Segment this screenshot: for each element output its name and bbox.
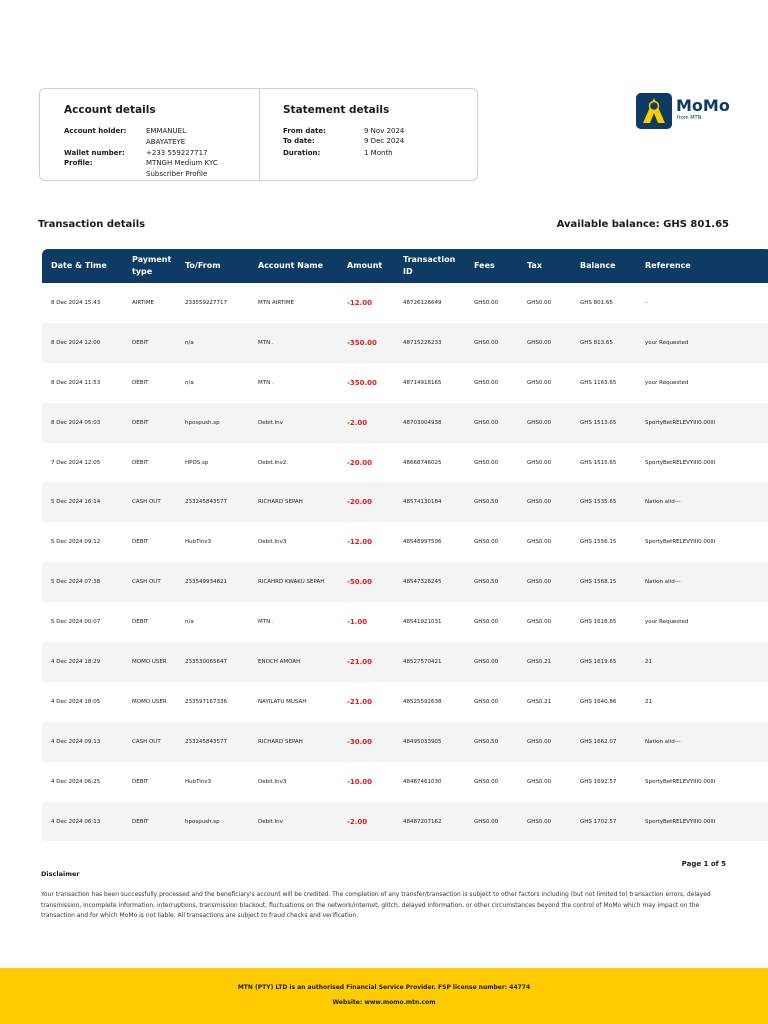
cell-transaction-id: 48541921031 [403, 619, 442, 626]
table-row [42, 642, 768, 682]
table-row [42, 602, 768, 642]
cell-transaction-id: 48668746025 [403, 459, 442, 466]
cell-balance: GHS 813.65 [571, 323, 636, 363]
cell-to-from: 233245843577 [176, 722, 249, 762]
cell-balance: GHS 1515.65 [580, 459, 617, 466]
cell-account-name: RICHARD SEPAH [249, 482, 338, 522]
cell-reference: SportyBetRELEVYIII0.00III [645, 778, 716, 785]
cell-balance: GHS 1662.07 [571, 722, 636, 762]
cell-balance: GHS 1535.65 [571, 482, 636, 522]
cell-date-time: 8 Dec 2024 12:00 [42, 323, 123, 363]
cell-amount: -50.00 [338, 562, 394, 602]
cell-reference: SportyBetRELEVYIII0.00III [645, 459, 716, 466]
cell-tax: GHS0.00 [518, 482, 571, 522]
cell-payment-type: DEBIT [132, 539, 149, 546]
header-transaction-id: Transaction ID [394, 249, 465, 283]
cell-reference: 21 [645, 698, 652, 705]
momo-logo-icon [636, 93, 672, 129]
table-row [42, 323, 768, 363]
cell-to-from: n/a [176, 323, 249, 363]
cell-reference: 21 [636, 642, 768, 682]
profile-value: MTNGH Medium KYC Subscriber Profile [146, 159, 218, 178]
footer-bar [0, 968, 768, 1024]
footer-website: Website: www.momo.mtn.com [332, 999, 436, 1006]
cell-payment-type: CASH OUT [123, 562, 176, 602]
statement-details-title: Statement details [283, 104, 390, 116]
cell-transaction-id: 48703004938 [394, 403, 465, 443]
header-tax: Tax [518, 249, 571, 283]
header-account-name: Account Name [249, 249, 338, 283]
cell-fees: GHS0.00 [474, 299, 499, 306]
cell-balance: GHS 1640.86 [580, 698, 617, 705]
table-row [42, 403, 768, 443]
cell-tax: GHS0.00 [527, 379, 552, 386]
cell-reference: - [645, 299, 647, 306]
cell-payment-type: DEBIT [123, 802, 176, 842]
cell-account-name: MTN AIRTIME [258, 299, 294, 306]
cell-account-name: Debit.Inv3 [258, 778, 287, 785]
table-row [42, 363, 768, 403]
transactions-table [42, 249, 768, 841]
table-row [42, 722, 768, 762]
cell-date-time: 4 Dec 2024 06:25 [51, 778, 101, 785]
cell-to-from: HubTinv3 [185, 539, 212, 546]
cell-amount: -21.00 [347, 697, 373, 706]
cell-to-from: hpospush.sp [176, 802, 249, 842]
cell-date-time: 5 Dec 2024 09:12 [51, 539, 101, 546]
cell-amount: -1.00 [347, 618, 368, 627]
table-row [42, 682, 768, 722]
cell-amount: -10.00 [347, 777, 373, 786]
cell-account-name: RICHARD SEPAH [249, 722, 338, 762]
cell-transaction-id: 48527570421 [394, 642, 465, 682]
cell-transaction-id: 48525592638 [403, 698, 442, 705]
cell-balance: GHS 1163.65 [580, 379, 617, 386]
cell-fees: GHS0.50 [465, 482, 518, 522]
cell-payment-type: MOMO USER [123, 642, 176, 682]
cell-date-time: 4 Dec 2024 09:13 [42, 722, 123, 762]
cell-balance: GHS 1556.15 [580, 539, 617, 546]
duration-value: 1 Month [364, 149, 393, 157]
cell-date-time: 4 Dec 2024 18:29 [42, 642, 123, 682]
profile-label: Profile: [64, 159, 93, 167]
table-header-row [42, 249, 768, 283]
table-row [42, 522, 768, 562]
cell-account-name: MTN . [258, 619, 274, 626]
details-box [39, 88, 478, 181]
cell-to-from: 233549934821 [176, 562, 249, 602]
cell-balance: GHS 1513.65 [571, 403, 636, 443]
cell-balance: GHS 801.65 [580, 299, 613, 306]
cell-transaction-id: 48714918165 [403, 379, 442, 386]
cell-account-name: MTN . [258, 379, 274, 386]
cell-transaction-id: 48487207162 [394, 802, 465, 842]
cell-tax: GHS0.00 [518, 323, 571, 363]
details-divider [259, 89, 260, 180]
to-date-value: 9 Dec 2024 [364, 137, 405, 145]
cell-to-from: n/a [185, 379, 194, 386]
cell-date-time: 7 Dec 2024 12:05 [51, 459, 101, 466]
cell-amount: -21.00 [338, 642, 394, 682]
cell-fees: GHS0.00 [474, 698, 499, 705]
cell-fees: GHS0.00 [474, 459, 499, 466]
cell-to-from: HPOS.sp [185, 459, 209, 466]
cell-account-name: Debit.Inv [249, 403, 338, 443]
cell-reference: SportyBetRELEVYIII0.00III [636, 403, 768, 443]
cell-to-from: 233559227717 [185, 299, 227, 306]
wallet-number-value: +233 559227717 [146, 149, 208, 157]
cell-amount: -20.00 [338, 482, 394, 522]
header-payment-type: Payment type [123, 249, 176, 283]
cell-fees: GHS0.50 [465, 562, 518, 602]
cell-date-time: 8 Dec 2024 11:53 [51, 379, 101, 386]
cell-fees: GHS0.00 [474, 778, 499, 785]
cell-payment-type: CASH OUT [123, 482, 176, 522]
cell-payment-type: DEBIT [132, 619, 149, 626]
cell-fees: GHS0.00 [474, 379, 499, 386]
cell-fees: GHS0.00 [465, 323, 518, 363]
cell-reference: Nation alid--- [636, 562, 768, 602]
table-row [42, 482, 768, 522]
table-row [42, 443, 768, 483]
cell-balance: GHS 1568.15 [571, 562, 636, 602]
cell-date-time: 5 Dec 2024 00:07 [51, 619, 101, 626]
cell-fees: GHS0.50 [465, 722, 518, 762]
from-date-label: From date: [283, 127, 326, 135]
cell-payment-type: DEBIT [123, 323, 176, 363]
cell-fees: GHS0.00 [474, 539, 499, 546]
cell-reference: your Requested [645, 619, 689, 626]
cell-fees: GHS0.00 [465, 802, 518, 842]
cell-transaction-id: 48574130184 [394, 482, 465, 522]
cell-amount: -12.00 [347, 298, 373, 307]
cell-amount: -350.00 [347, 378, 377, 387]
header-reference: Reference [636, 249, 768, 283]
cell-to-from: 233597167336 [185, 698, 227, 705]
table-row [42, 562, 768, 602]
cell-to-from: hpospush.sp [176, 403, 249, 443]
table-row [42, 802, 768, 842]
cell-balance: GHS 1702.57 [571, 802, 636, 842]
brand-name: MoMo [676, 96, 730, 115]
cell-account-name: Debit.Inv2. [258, 459, 289, 466]
table-row [42, 283, 768, 323]
cell-account-name: MTN . [249, 323, 338, 363]
cell-to-from: HubTinv3 [185, 778, 212, 785]
cell-tax: GHS0.21 [518, 642, 571, 682]
cell-fees: GHS0.00 [465, 403, 518, 443]
cell-tax: GHS0.21 [527, 698, 552, 705]
cell-tax: GHS0.00 [518, 403, 571, 443]
cell-amount: -2.00 [338, 403, 394, 443]
cell-fees: GHS0.00 [474, 619, 499, 626]
cell-payment-type: MOMO USER [132, 698, 167, 705]
cell-transaction-id: 48726126649 [403, 299, 442, 306]
disclaimer-text: Your transaction has been successfully processed and the beneficiary's account will be credited. The completion of any transfer/transaction is subject to other factors including (but not limited to) transaction errors, delayed transmission, incomplete information, interruptions, transmission blackout, fluctuations on the network/internet, glitch, delayed information, or other circumstances beyond the control of MoMo which may impact on the transaction and for which MoMo is not liable. All transactions are subject to fraud checks and verification. [41, 891, 711, 919]
header-fees: Fees [465, 249, 518, 283]
cell-account-name: ENOCH AMOAH [249, 642, 338, 682]
cell-date-time: 5 Dec 2024 07:38 [42, 562, 123, 602]
cell-reference: your Requested [645, 379, 689, 386]
cell-balance: GHS 1692.57 [580, 778, 617, 785]
account-details-title: Account details [64, 104, 156, 116]
cell-tax: GHS0.00 [527, 299, 552, 306]
cell-amount: -30.00 [338, 722, 394, 762]
footer-license: MTN (PTY) LTD is an authorised Financial Service Provider. FSP license number: 44774 [237, 984, 531, 991]
wallet-number-label: Wallet number: [64, 149, 125, 157]
cell-tax: GHS0.00 [518, 802, 571, 842]
from-date-value: 9 Nov 2024 [364, 127, 405, 135]
cell-transaction-id: 48495033905 [394, 722, 465, 762]
cell-transaction-id: 48548997506 [403, 539, 442, 546]
table-row [42, 762, 768, 802]
cell-payment-type: AIRTIME [132, 299, 155, 306]
header-amount: Amount [338, 249, 394, 283]
cell-amount: -20.00 [347, 458, 373, 467]
cell-transaction-id: 48547328245 [394, 562, 465, 602]
cell-amount: -12.00 [347, 538, 373, 547]
cell-tax: GHS0.00 [527, 778, 552, 785]
page-number: Page 1 of 5 [681, 860, 726, 868]
cell-tax: GHS0.00 [527, 459, 552, 466]
cell-transaction-id: 48715226233 [394, 323, 465, 363]
cell-to-from: 233530065647 [176, 642, 249, 682]
cell-date-time: 8 Dec 2024 15:43 [51, 299, 101, 306]
cell-payment-type: DEBIT [132, 778, 149, 785]
duration-label: Duration: [283, 149, 321, 157]
cell-account-name: RICAHRD KWAKU SEPAH [249, 562, 338, 602]
cell-tax: GHS0.00 [527, 619, 552, 626]
cell-tax: GHS0.00 [518, 562, 571, 602]
cell-amount: -2.00 [338, 802, 394, 842]
cell-account-name: NAYILATU MUSAH [258, 698, 307, 705]
cell-account-name: Debit.Inv3 [258, 539, 287, 546]
cell-payment-type: DEBIT [132, 379, 149, 386]
cell-fees: GHS0.00 [465, 642, 518, 682]
cell-payment-type: DEBIT [123, 403, 176, 443]
cell-balance: GHS 1619.65 [571, 642, 636, 682]
cell-reference: SportyBetRELEVYIII0.00III [636, 802, 768, 842]
to-date-label: To date: [283, 137, 315, 145]
header-to-from: To/From [176, 249, 249, 283]
cell-date-time: 8 Dec 2024 05:03 [42, 403, 123, 443]
transaction-details-title: Transaction details [38, 219, 146, 230]
available-balance: Available balance: GHS 801.65 [556, 219, 729, 230]
cell-tax: GHS0.00 [518, 722, 571, 762]
cell-tax: GHS0.00 [527, 539, 552, 546]
cell-reference: your Requested [636, 323, 768, 363]
account-holder-value: EMMANUEL ABAYATEYE [146, 127, 186, 146]
cell-reference: Nation alid--- [636, 722, 768, 762]
account-holder-label: Account holder: [64, 127, 127, 135]
cell-to-from: n/a [185, 619, 194, 626]
cell-date-time: 5 Dec 2024 16:14 [42, 482, 123, 522]
header-date-time: Date & Time [42, 249, 123, 283]
cell-to-from: 233245843577 [176, 482, 249, 522]
cell-payment-type: CASH OUT [123, 722, 176, 762]
cell-date-time: 4 Dec 2024 18:05 [51, 698, 101, 705]
cell-reference: SportyBetRELEVYIII0.00III [645, 539, 716, 546]
cell-reference: Nation alid--- [636, 482, 768, 522]
cell-payment-type: DEBIT [132, 459, 149, 466]
cell-amount: -350.00 [338, 323, 394, 363]
cell-balance: GHS 1618.65 [580, 619, 617, 626]
cell-transaction-id: 48487461030 [403, 778, 442, 785]
brand-subtitle: from MTN [677, 115, 702, 121]
disclaimer-title: Disclaimer [41, 870, 80, 878]
cell-account-name: Debit.Inv [249, 802, 338, 842]
cell-date-time: 4 Dec 2024 06:13 [42, 802, 123, 842]
header-balance: Balance [571, 249, 636, 283]
